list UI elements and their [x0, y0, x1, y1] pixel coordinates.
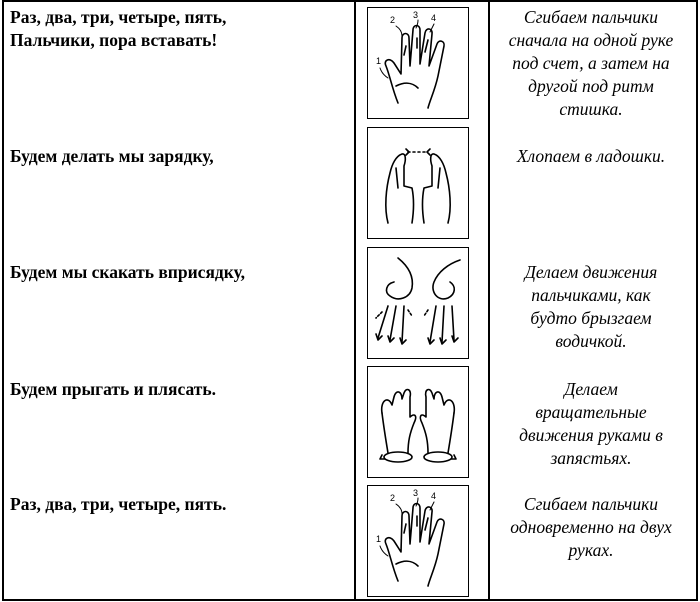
verse-line: Раз, два, три, четыре, пять.	[10, 494, 227, 514]
finger-number: 4	[431, 491, 437, 501]
action-line: сначала на одной руке	[508, 30, 674, 50]
hand-counting-icon	[367, 485, 469, 597]
action-line: Сгибаем пальчики	[523, 494, 659, 514]
action-line: под счет, а затем на	[512, 53, 670, 73]
verse-line: Пальчики, пора вставать!	[10, 30, 218, 50]
action-line: Делаем движения	[524, 262, 658, 282]
action-line: другой под ритм	[528, 76, 654, 96]
rotating-wrists-icon	[367, 366, 469, 478]
clapping-hands-icon	[367, 127, 469, 239]
action-line: движения руками в	[519, 425, 663, 445]
action-line: пальчиками, как	[531, 285, 651, 305]
hand-counting-icon	[367, 7, 469, 119]
action-line: Сгибаем пальчики	[523, 7, 659, 27]
action-row-1	[493, 6, 689, 121]
action-line: руках.	[568, 540, 614, 560]
finger-number: 3	[413, 488, 419, 498]
column-divider-right	[488, 2, 490, 599]
action-row-5	[493, 493, 689, 562]
verse-row-5	[10, 493, 350, 516]
action-line: стишка.	[559, 99, 623, 119]
verse-row-1	[10, 6, 350, 52]
splashing-hands-icon	[367, 247, 469, 359]
verse-row-2	[10, 145, 350, 168]
action-row-4	[493, 378, 689, 470]
verse-line: Раз, два, три, четыре, пять,	[10, 7, 227, 27]
action-line: вращательные	[535, 402, 647, 422]
finger-number: 3	[413, 10, 419, 20]
action-row-3	[493, 261, 689, 353]
verse-row-3	[10, 261, 350, 284]
finger-number: 2	[390, 493, 396, 503]
action-line: одновременно на двух	[510, 517, 672, 537]
action-line: будто брызгаем	[530, 308, 652, 328]
verse-line: Будем прыгать и плясать.	[10, 379, 216, 399]
action-line: Делаем	[564, 379, 618, 399]
action-line: запястьях.	[550, 448, 632, 468]
action-row-2	[493, 145, 689, 168]
finger-number: 1	[376, 534, 382, 544]
action-line: водичкой.	[555, 331, 627, 351]
verse-line: Будем делать мы зарядку,	[10, 146, 214, 166]
column-divider-left	[354, 2, 356, 599]
verse-row-4	[10, 378, 350, 401]
action-line: Хлопаем в ладошки.	[516, 146, 666, 166]
finger-number: 4	[431, 13, 437, 23]
verse-line: Будем мы скакать вприсядку,	[10, 262, 245, 282]
finger-number: 2	[390, 15, 396, 25]
finger-number: 1	[376, 56, 382, 66]
